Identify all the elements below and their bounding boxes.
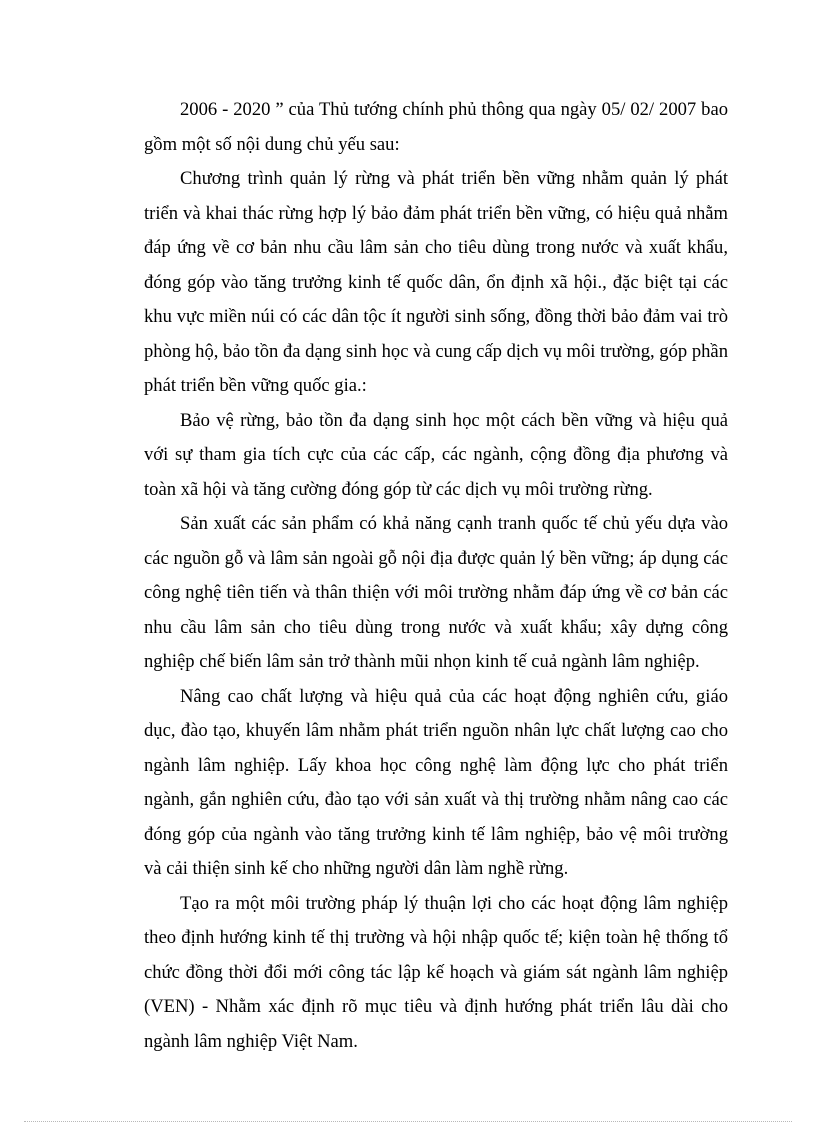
paragraph-research-education: Nâng cao chất lượng và hiệu quả của các hoạt động nghiên cứu, giáo dục, đào tạo, khuyến lâm nhằm phát triển nguồn nhân lực chất lượng cao cho ngành lâm nghiệp. Lấy khoa học công nghệ làm động lực cho phát triển ngành, gắn nghiên cứu, đào tạo với sản xuất và thị trường nhằm nâng cao các đóng góp của ngành vào tăng trưởng kinh tế lâm nghiệp, bảo vệ môi trường và cải thiện sinh kế cho những người dân làm nghề rừng. [144, 685, 728, 879]
document-body [144, 93, 728, 1059]
paragraph-intro: 2006 - 2020 ” của Thủ tướng chính phủ thông qua ngày 05/ 02/ 2007 bao gồm một số nội dung chủ yếu sau: [144, 99, 728, 155]
paragraph-program-goal: Chương trình quản lý rừng và phát triển bền vững nhằm quản lý phát triển và khai thác rừng hợp lý bảo đảm phát triển bền vững, có hiệu quả nhằm đáp ứng về cơ bản nhu cầu lâm sản cho tiêu dùng trong nước và xuất khẩu, đóng góp vào tăng trưởng kinh tế quốc dân, ổn định xã hội., đặc biệt tại các khu vực miền núi có các dân tộc ít người sinh sống, đồng thời bảo đảm vai trò phòng hộ, bảo tồn đa dạng sinh học và cung cấp dịch vụ môi trường, góp phần phát triển bền vững quốc gia.: [144, 168, 728, 396]
paragraph-production: Sản xuất các sản phẩm có khả năng cạnh tranh quốc tế chủ yếu dựa vào các nguồn gỗ và lâm sản ngoài gỗ nội địa được quản lý bền vững; áp dụng các công nghệ tiên tiến và thân thiện với môi trường nhằm đáp ứng về cơ bản các nhu cầu lâm sản cho tiêu dùng trong nước và xuất khẩu; xây dựng công nghiệp chế biến lâm sản trở thành mũi nhọn kinh tế cuả ngành lâm nghiệp. [144, 513, 728, 672]
paragraph-legal-environment: Tạo ra một môi trường pháp lý thuận lợi cho các hoạt động lâm nghiệp theo định hướng kinh tế thị trường và hội nhập quốc tế; kiện toàn hệ thống tổ chức đồng thời đổi mới công tác lập kế hoạch và giám sát ngành lâm nghiệp (VEN) - Nhằm xác định rõ mục tiêu và định hướng phát triển lâu dài cho ngành lâm nghiệp Việt Nam. [144, 892, 728, 1052]
paragraph-forest-protection: Bảo vệ rừng, bảo tồn đa dạng sinh học một cách bền vững và hiệu quả với sự tham gia tích cực của các cấp, các ngành, cộng đồng địa phương và toàn xã hội và tăng cường đóng góp từ các dịch vụ môi trường rừng. [144, 409, 728, 500]
page-bottom-divider [24, 1121, 792, 1122]
